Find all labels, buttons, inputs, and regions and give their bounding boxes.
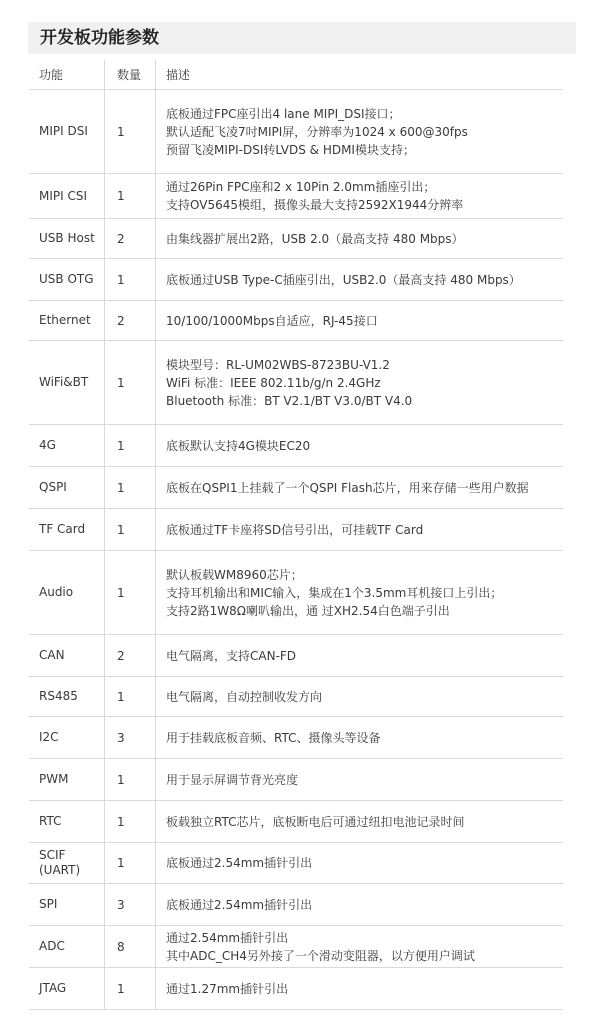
table-row (29, 884, 563, 926)
header-name: 功能 (29, 60, 105, 89)
row-description (156, 356, 563, 410)
description-line: 底板通过2.54mm插针引出 (166, 856, 313, 870)
row-description (156, 980, 563, 998)
row-description (156, 271, 563, 289)
table-row (29, 759, 563, 801)
description-line: 底板通过2.54mm插针引出 (166, 897, 313, 912)
row-description (156, 178, 563, 214)
table-row (29, 801, 563, 843)
row-function-name: RS485 (29, 677, 105, 716)
table-row (29, 926, 563, 968)
row-description (156, 437, 563, 455)
description-line: 通过1.27mm插针引出 (166, 981, 289, 996)
row-quantity: 1 (105, 509, 156, 550)
row-quantity: 1 (105, 551, 156, 634)
row-description (156, 647, 563, 665)
row-quantity: 1 (105, 843, 156, 883)
table-row (29, 467, 563, 509)
row-function-name: JTAG (29, 968, 105, 1009)
row-quantity: 1 (105, 801, 156, 842)
description-line: 底板通过FPC座引出4 lane MIPI_DSI接口； (166, 106, 401, 121)
row-description (156, 729, 563, 747)
table-row (29, 677, 563, 717)
description-line: 支持OV5645模组，摄像头最大支持2592X1944分辨率 (166, 198, 464, 212)
description-line: Bluetooth 标准：BT V2.1/BT V3.0/BT V4.0 (166, 393, 413, 408)
row-description (156, 566, 563, 620)
row-function-name: I2C (29, 717, 105, 758)
row-function-name: 4G (29, 425, 105, 466)
row-description (156, 854, 563, 872)
row-description (156, 896, 563, 914)
table-row (29, 717, 563, 759)
description-line: 10/100/1000Mbps自适应，RJ-45接口 (166, 313, 378, 328)
row-description (156, 230, 563, 248)
row-function-name: Ethernet (29, 301, 105, 340)
row-description (156, 312, 563, 330)
row-function-name: RTC (29, 801, 105, 842)
description-line: 支持耳机输出和MIC输入，集成在1个3.5mm耳机接口上引出； (166, 585, 503, 600)
table-row (29, 551, 563, 635)
table-row (29, 968, 563, 1010)
row-function-name: SCIF (UART) (29, 843, 105, 883)
row-function-name: TF Card (29, 509, 105, 550)
row-quantity: 2 (105, 219, 156, 258)
row-function-name: PWM (29, 759, 105, 800)
table-header-row (29, 60, 563, 90)
row-function-name: WiFi&BT (29, 341, 105, 424)
description-line: 底板通过TF卡座将SD信号引出，可挂载TF Card (166, 522, 424, 537)
table-row (29, 174, 563, 219)
description-line: 支持2路1W8Ω喇叭输出，通 过XH2.54白色端子引出 (166, 603, 450, 618)
table-row (29, 90, 563, 174)
row-function-name: CAN (29, 635, 105, 676)
description-line: 电气隔离，支持CAN-FD (166, 648, 297, 663)
row-description (156, 813, 563, 831)
row-function-name: MIPI CSI (29, 174, 105, 218)
header-desc: 描述 (166, 67, 191, 82)
table-row (29, 843, 563, 884)
row-description (156, 929, 563, 965)
table-row (29, 341, 563, 425)
row-quantity: 8 (105, 926, 156, 967)
description-line: 电气隔离，自动控制收发方向 (166, 689, 323, 704)
table-row (29, 219, 563, 259)
row-description (156, 105, 563, 159)
description-line: 底板通过USB Type-C插座引出，USB2.0（最高支持 480 Mbps） (166, 272, 521, 287)
row-function-name: USB OTG (29, 259, 105, 300)
row-description (156, 479, 563, 497)
row-quantity: 1 (105, 759, 156, 800)
row-description (156, 688, 563, 706)
row-quantity: 1 (105, 259, 156, 300)
table-row (29, 635, 563, 677)
row-quantity: 1 (105, 968, 156, 1009)
row-quantity: 1 (105, 467, 156, 508)
table-row (29, 425, 563, 467)
description-line: 默认板载WM8960芯片； (166, 567, 303, 582)
description-line: WiFi 标准：IEEE 802.11b/g/n 2.4GHz (166, 375, 381, 390)
description-line: 通过26Pin FPC座和2 x 10Pin 2.0mm插座引出； (166, 180, 436, 194)
row-quantity: 2 (105, 301, 156, 340)
header-qty: 数量 (105, 60, 156, 89)
row-description (156, 521, 563, 539)
table-row (29, 509, 563, 551)
row-function-name: Audio (29, 551, 105, 634)
description-line: 预留飞凌MIPI-DSI转LVDS & HDMI模块支持； (166, 142, 415, 157)
description-line: 板载独立RTC芯片，底板断电后可通过纽扣电池记录时间 (166, 814, 465, 829)
row-quantity: 1 (105, 341, 156, 424)
description-line: 底板默认支持4G模块EC20 (166, 438, 311, 453)
row-function-name: USB Host (29, 219, 105, 258)
description-line: 底板在QSPI1上挂载了一个QSPI Flash芯片，用来存储一些用户数据 (166, 480, 529, 495)
table-row (29, 301, 563, 341)
row-function-name: QSPI (29, 467, 105, 508)
description-line: 默认适配飞凌7吋MIPI屏，分辨率为1024 x 600@30fps (166, 124, 468, 139)
description-line: 模块型号：RL-UM02WBS-8723BU-V1.2 (166, 357, 390, 372)
page-title: 开发板功能参数 (40, 28, 159, 48)
row-quantity: 3 (105, 717, 156, 758)
section-title-bar (28, 22, 576, 54)
row-function-name: ADC (29, 926, 105, 967)
row-quantity: 1 (105, 90, 156, 173)
row-function-name: MIPI DSI (29, 90, 105, 173)
description-line: 其中ADC_CH4另外接了一个滑动变阻器，以方便用户调试 (166, 948, 475, 963)
description-line: 由集线器扩展出2路，USB 2.0（最高支持 480 Mbps） (166, 231, 464, 246)
spec-table (29, 60, 563, 1010)
row-quantity: 2 (105, 635, 156, 676)
description-line: 用于挂载底板音频、RTC、摄像头等设备 (166, 730, 381, 745)
row-quantity: 1 (105, 425, 156, 466)
table-row (29, 259, 563, 301)
row-function-name: SPI (29, 884, 105, 925)
row-quantity: 3 (105, 884, 156, 925)
row-quantity: 1 (105, 677, 156, 716)
description-line: 通过2.54mm插针引出 (166, 930, 289, 945)
row-description (156, 771, 563, 789)
row-quantity: 1 (105, 174, 156, 218)
description-line: 用于显示屏调节背光亮度 (166, 772, 299, 787)
